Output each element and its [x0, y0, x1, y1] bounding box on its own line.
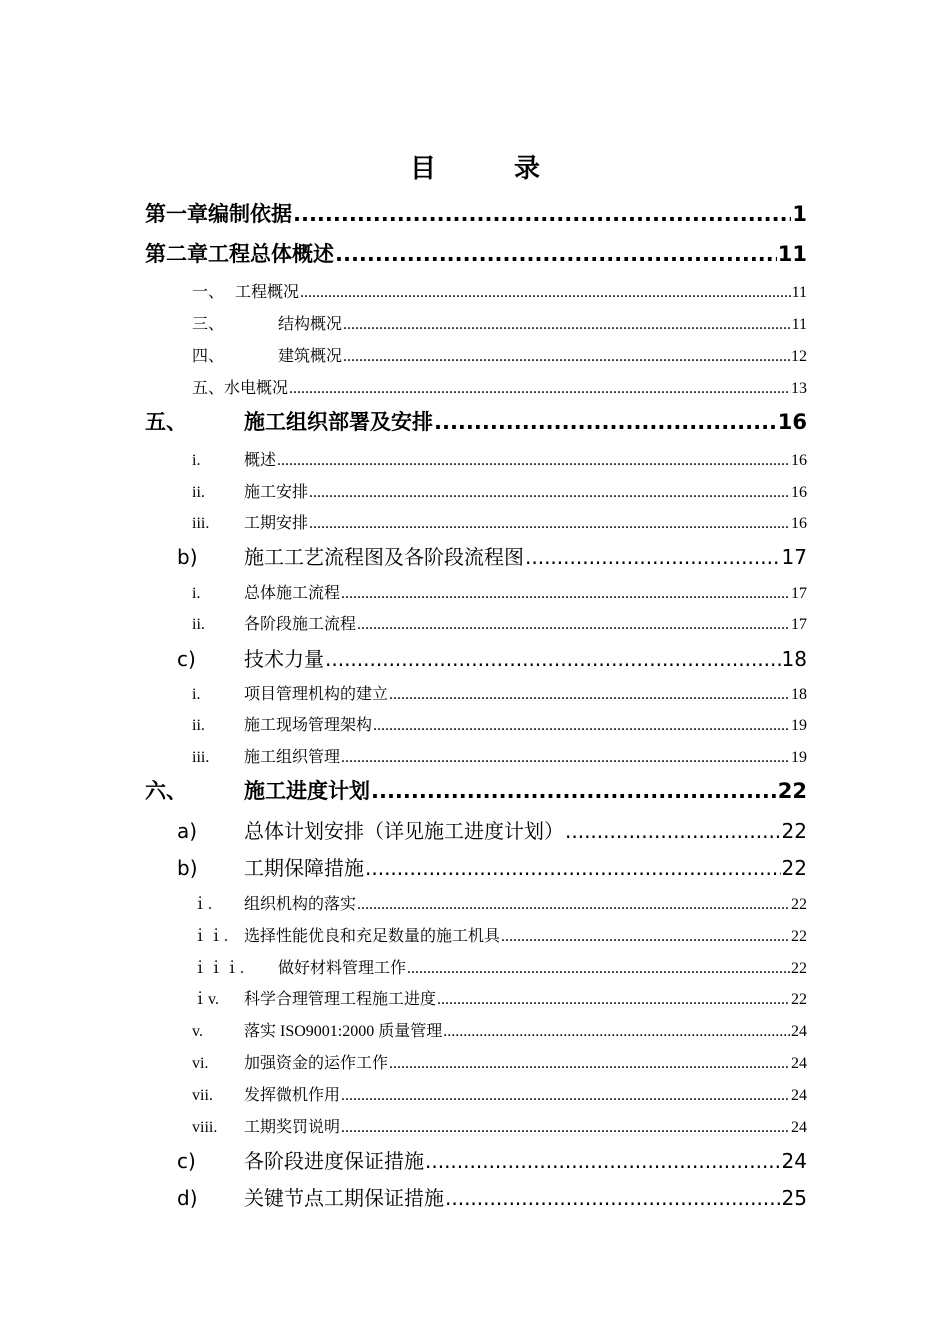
toc-entry-page: 16: [791, 452, 807, 469]
toc-entry-label: 选择性能优良和充足数量的施工机具: [244, 928, 501, 945]
toc-entry-label: 施工现场管理架构: [244, 717, 373, 734]
toc-entry-page: 17: [791, 585, 807, 602]
toc-entry-page: 11: [791, 316, 807, 333]
toc-entry-label: 做好材料管理工作: [278, 960, 407, 977]
toc-dot-leader: [293, 202, 791, 226]
toc-entry[interactable]: [192, 510, 807, 533]
toc-entry[interactable]: [192, 447, 807, 470]
toc-dot-leader: [343, 348, 790, 366]
toc-entry-page: 17: [781, 545, 807, 569]
toc-entry-number: 六、: [145, 779, 187, 803]
toc-dot-leader: [445, 1186, 781, 1210]
toc-dot-leader: [407, 960, 790, 978]
toc-dot-leader: [389, 686, 790, 704]
toc-entry[interactable]: [192, 580, 807, 603]
toc-entry-label: 施工安排: [244, 484, 309, 501]
toc-entry-number: 第一章: [145, 202, 208, 226]
toc-entry[interactable]: [192, 681, 807, 704]
toc-dot-leader: [325, 647, 781, 671]
toc-dot-leader: [341, 749, 790, 767]
toc-entry[interactable]: [192, 479, 807, 502]
toc-entry-number: 五、: [145, 410, 187, 434]
toc-entry-number: v.: [192, 1023, 203, 1040]
toc-entry-page: 16: [791, 484, 807, 501]
toc-entry-label: 建筑概况: [278, 348, 343, 365]
toc-entry-page: 22: [791, 928, 807, 945]
toc-entry[interactable]: [177, 541, 807, 570]
toc-dot-leader: [525, 545, 781, 569]
toc-entry-label: 组织机构的落实: [244, 896, 357, 913]
toc-dot-leader: [277, 452, 790, 470]
toc-entry-page: 18: [781, 647, 807, 671]
toc-entry[interactable]: [192, 1018, 807, 1041]
toc-dot-leader: [341, 585, 790, 603]
toc-entry-label: 总体计划安排（详见施工进度计划）: [244, 819, 564, 843]
toc-entry-page: 12: [791, 348, 807, 365]
toc-dot-leader: [389, 1055, 790, 1073]
toc-entry-page: 24: [791, 1055, 807, 1072]
toc-entry-number: b): [177, 856, 198, 880]
toc-entry-label: 工期奖罚说明: [244, 1119, 341, 1136]
toc-entry[interactable]: [192, 744, 807, 767]
toc-entry-number: ｉv.: [192, 991, 219, 1008]
toc-entry-page: 22: [791, 991, 807, 1008]
toc-entry-number: vi.: [192, 1055, 209, 1072]
toc-entry-page: 24: [781, 1149, 807, 1173]
toc-entry-number: ii.: [192, 616, 205, 633]
toc-dot-leader: [565, 819, 781, 843]
toc-dot-leader: [443, 1023, 790, 1041]
toc-entry-number: ｉｉ.: [192, 928, 229, 945]
toc-entry-number: c): [177, 647, 196, 671]
toc-entry[interactable]: [192, 712, 807, 735]
toc-entry-label: 科学合理管理工程施工进度: [244, 991, 437, 1008]
page-title: 目 录: [409, 154, 566, 184]
toc-entry[interactable]: [192, 611, 807, 634]
toc-entry-chapter-1[interactable]: [145, 198, 807, 228]
toc-entry-page: 22: [777, 779, 807, 803]
toc-entry-label: 工期保障措施: [244, 856, 364, 880]
toc-entry-number: ii.: [192, 484, 205, 501]
toc-entry-number: ｉ.: [192, 896, 213, 913]
toc-entry-label: 编制依据: [208, 202, 292, 226]
toc-entry-number: 第二章: [145, 242, 208, 266]
toc-entry-number: i.: [192, 585, 201, 602]
toc-dot-leader: [357, 896, 790, 914]
toc-dot-leader: [341, 1087, 790, 1105]
toc-dot-leader: [501, 928, 790, 946]
toc-entry-page: 16: [777, 410, 807, 434]
toc-entry-number: ii.: [192, 717, 205, 734]
toc-entry-number: 三、: [192, 316, 225, 333]
toc-entry-number: iii.: [192, 749, 210, 766]
toc-entry-number: iii.: [192, 515, 210, 532]
toc-dot-leader: [300, 284, 791, 302]
toc-entry-number: c): [177, 1149, 196, 1173]
toc-entry-number: i.: [192, 686, 201, 703]
toc-entry-page: 19: [791, 717, 807, 734]
toc-entry-number: viii.: [192, 1119, 218, 1136]
toc-dot-leader: [289, 380, 790, 398]
toc-entry[interactable]: [192, 1050, 807, 1073]
toc-entry[interactable]: [177, 1145, 807, 1174]
toc-entry-page: 18: [791, 686, 807, 703]
toc-entry-page: 22: [781, 819, 807, 843]
toc-entry-label: 施工组织管理: [244, 749, 341, 766]
toc-entry-label: 落实 ISO9001:2000 质量管理: [244, 1023, 443, 1040]
toc-entry-page: 22: [781, 856, 807, 880]
toc-entry[interactable]: [192, 279, 807, 302]
toc-dot-leader: [434, 410, 777, 434]
toc-dot-leader: [437, 991, 790, 1009]
toc-entry-number: b): [177, 545, 198, 569]
toc-entry-page: 24: [791, 1087, 807, 1104]
toc-entry-page: 11: [791, 284, 807, 301]
toc-entry-page: 24: [791, 1119, 807, 1136]
toc-entry[interactable]: [192, 343, 807, 366]
toc-entry-page: 17: [791, 616, 807, 633]
toc-entry[interactable]: [177, 815, 807, 844]
toc-entry[interactable]: [192, 1114, 807, 1137]
toc-entry-page: 19: [791, 749, 807, 766]
toc-entry-chapter-2[interactable]: [145, 238, 807, 268]
toc-entry[interactable]: [192, 1082, 807, 1105]
toc-entry-label: 五、水电概况: [192, 380, 289, 397]
toc-entry[interactable]: [192, 891, 807, 914]
toc-entry-label: 施工工艺流程图及各阶段流程图: [244, 545, 524, 569]
toc-entry-number: ｉｉｉ.: [192, 960, 245, 977]
toc-entry-label: 工程概况: [235, 284, 300, 301]
toc-dot-leader: [309, 484, 790, 502]
toc-entry-number: a): [177, 819, 198, 843]
toc-dot-leader: [373, 717, 790, 735]
toc-dot-leader: [371, 779, 777, 803]
toc-entry-number: 四、: [192, 348, 225, 365]
toc-entry-page: 22: [791, 896, 807, 913]
toc-entry-section-5[interactable]: [145, 406, 807, 436]
toc-entry-page: 24: [791, 1023, 807, 1040]
toc-entry-label: 技术力量: [244, 647, 324, 671]
toc-entry-label: 各阶段进度保证措施: [244, 1149, 424, 1173]
toc-entry-label: 项目管理机构的建立: [244, 686, 389, 703]
toc-entry-label: 工期安排: [244, 515, 309, 532]
toc-entry-label: 各阶段施工流程: [244, 616, 357, 633]
toc-entry[interactable]: [177, 852, 807, 881]
toc-entry-page: 1: [792, 202, 807, 226]
toc-dot-leader: [341, 1119, 790, 1137]
toc-entry-number: vii.: [192, 1087, 213, 1104]
toc-entry[interactable]: [177, 1182, 807, 1211]
toc-entry-label: 结构概况: [278, 316, 343, 333]
toc-entry[interactable]: [192, 375, 807, 398]
toc-entry[interactable]: [192, 923, 807, 946]
toc-entry-page: 11: [777, 242, 807, 266]
toc-entry-label: 总体施工流程: [244, 585, 341, 602]
toc-entry-label: 关键节点工期保证措施: [244, 1186, 444, 1210]
toc-entry-label: 工程总体概述: [208, 242, 334, 266]
toc-dot-leader: [309, 515, 790, 533]
toc-entry-page: 25: [781, 1186, 807, 1210]
toc-entry-label: 发挥微机作用: [244, 1087, 341, 1104]
toc-entry-page: 22: [791, 960, 807, 977]
toc-entry[interactable]: [192, 955, 807, 978]
toc-entry-label: 施工进度计划: [244, 779, 370, 803]
toc-dot-leader: [335, 242, 777, 266]
toc-dot-leader: [365, 856, 781, 880]
toc-entry-label: 施工组织部署及安排: [244, 410, 433, 434]
toc-entry-label: 概述: [244, 452, 277, 469]
toc-entry-number: i.: [192, 452, 201, 469]
toc-entry-label: 加强资金的运作工作: [244, 1055, 389, 1072]
toc-entry-page: 16: [791, 515, 807, 532]
toc-entry-page: 13: [791, 380, 807, 397]
toc-entry-number: 一、: [192, 284, 225, 301]
toc-entry[interactable]: [192, 311, 807, 334]
toc-entry-number: d): [177, 1186, 198, 1210]
toc-dot-leader: [343, 316, 791, 334]
toc-entry[interactable]: [192, 986, 807, 1009]
toc-dot-leader: [357, 616, 790, 634]
toc-entry[interactable]: [177, 643, 807, 672]
toc-entry-section-6[interactable]: [145, 775, 807, 805]
toc-dot-leader: [425, 1149, 781, 1173]
